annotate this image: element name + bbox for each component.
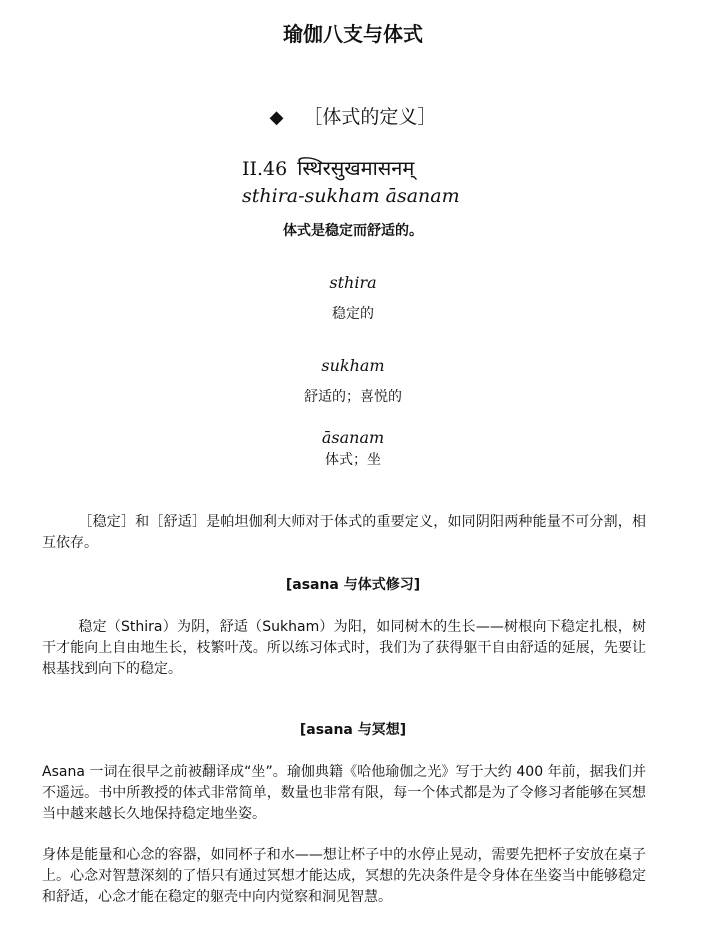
sutra-number: II.46: [242, 158, 288, 180]
sutra-meaning: 体式是稳定而舒适的。: [283, 223, 423, 239]
sutra-devanagari: स्थिरसुखमासनम्: [297, 156, 415, 180]
glossary-meaning: 体式；坐: [325, 452, 381, 468]
sutra-reference: [242, 156, 414, 181]
page-title: 瑜伽八支与体式: [283, 22, 423, 46]
definition-paragraph: ［稳定］和［舒适］是帕坦伽利大师对于体式的重要定义，如同阴阳两种能量不可分割，相互依存。: [42, 514, 646, 551]
diamond-bullet-icon: ◆: [269, 107, 284, 128]
sutra-transliteration: sthira-sukham āsanam: [242, 185, 460, 207]
glossary-term: āsanam: [321, 428, 385, 447]
meditation-paragraph: Asana 一词在很早之前被翻译成“坐”。瑜伽典籍《哈他瑜伽之光》写于大约 400 年前，据我们并不遥远。书中所教授的体式非常简单，数量也非常有限，每一个体式都是为了令修习者能够在冥想当中越来越长久地保持稳定地坐姿。: [42, 764, 646, 822]
meditation-paragraph: 身体是能量和心念的容器，如同杯子和水——想让杯子中的水停止晃动，需要先把杯子安放在桌子上。心念对智慧深刻的了悟只有通过冥想才能达成，冥想的先决条件是令身体在坐姿当中能够稳定和舒适，心念才能在稳定的躯壳中向内觉察和洞见智慧。: [42, 847, 646, 905]
section-heading-text: ［体式的定义］: [303, 106, 437, 128]
glossary-term: sukham: [321, 356, 385, 375]
section-heading: [0, 104, 706, 131]
meditation-heading: [asana 与冥想]: [299, 722, 407, 738]
practice-paragraph: 稳定（Sthira）为阴，舒适（Sukham）为阳，如同树木的生长——树根向下稳定扎根，树干才能向上自由地生长，枝繁叶茂。所以练习体式时，我们为了获得躯干自由舒适的延展，先要让根基找到向下的稳定。: [42, 619, 646, 677]
glossary-term: sthira: [329, 273, 377, 292]
glossary-meaning: 舒适的；喜悦的: [304, 389, 402, 405]
practice-heading: [asana 与体式修习]: [285, 577, 421, 593]
glossary-meaning: 稳定的: [332, 306, 374, 322]
